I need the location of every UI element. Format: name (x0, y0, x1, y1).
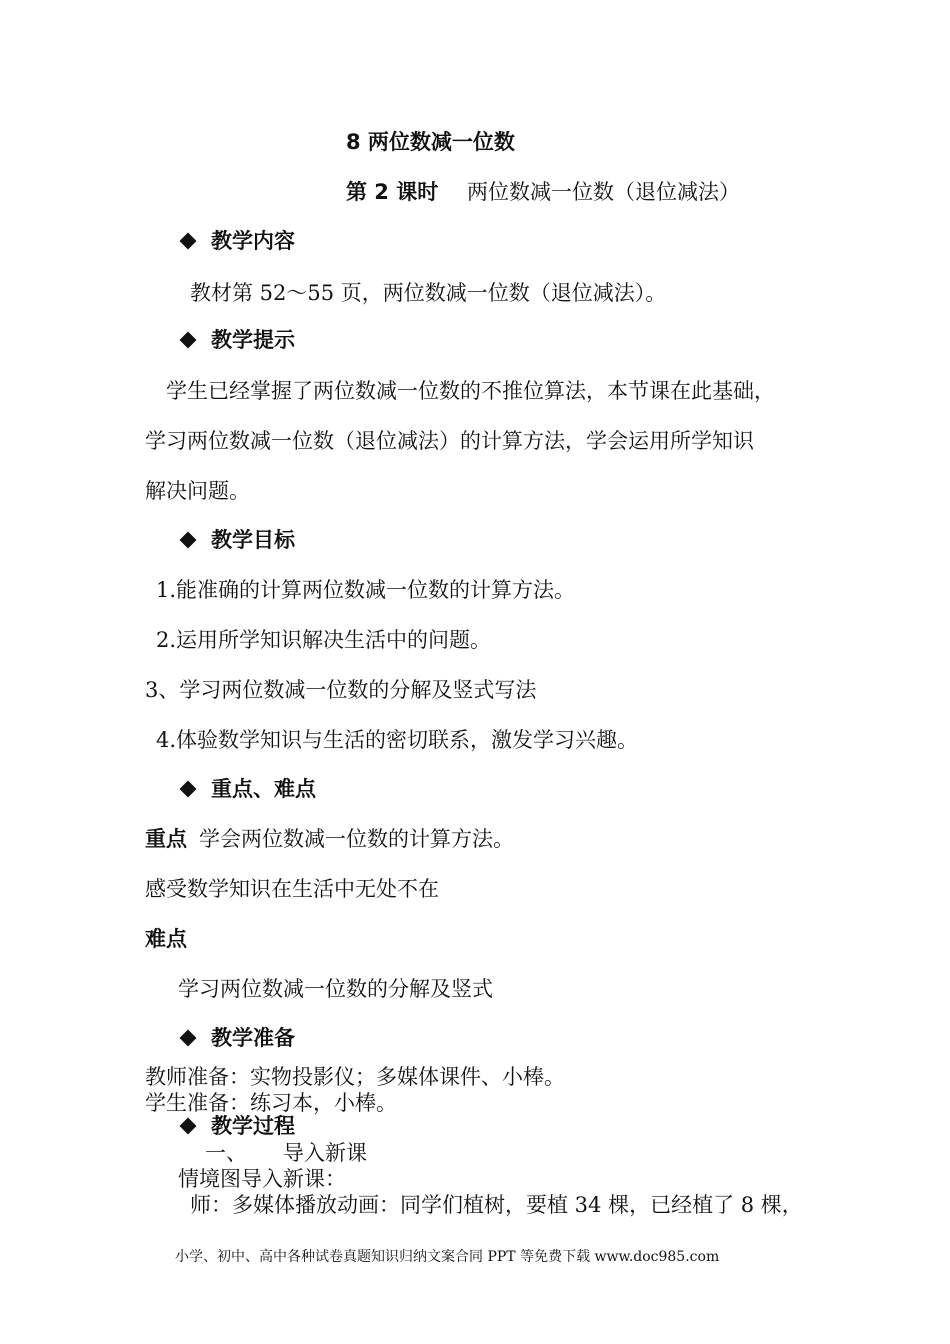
section-heading-process: 教学过程 (211, 1114, 295, 1138)
diamond-bullet-icon (180, 1118, 197, 1135)
prep-student: 学生准备：练习本，小棒。 (145, 1091, 397, 1115)
difficult-label: 难点 (145, 927, 187, 951)
lesson-label: 第 2 课时 (346, 180, 439, 204)
difficult-text: 学习两位数减一位数的分解及竖式 (178, 977, 493, 1001)
process-line: 师：多媒体播放动画：同学们植树，要植 34 棵，已经植了 8 棵， (190, 1193, 803, 1217)
diamond-bullet-icon (180, 781, 197, 798)
hint-line-1: 学生已经掌握了两位数减一位数的不推位算法，本节课在此基础， (166, 379, 775, 403)
goal-item-4: 4.体验数学知识与生活的密切联系，激发学习兴趣。 (156, 728, 639, 752)
section-heading-content: 教学内容 (211, 229, 295, 253)
section-heading-goals: 教学目标 (211, 528, 295, 552)
content-text: 教材第 52～55 页，两位数减一位数（退位减法）。 (190, 281, 667, 305)
key-label: 重点 (145, 827, 187, 851)
goal-item-3: 3、学习两位数减一位数的分解及竖式写法 (145, 678, 537, 702)
diamond-bullet-icon (180, 332, 197, 349)
section-heading-prep: 教学准备 (211, 1026, 295, 1050)
key-text: 学会两位数减一位数的计算方法。 (199, 827, 514, 851)
lesson-name: 两位数减一位数（退位减法） (467, 180, 740, 204)
goal-item-2: 2.运用所学知识解决生活中的问题。 (156, 628, 492, 652)
diamond-bullet-icon (180, 233, 197, 250)
hint-line-2: 学习两位数减一位数（退位减法）的计算方法，学会运用所学知识 (145, 429, 754, 453)
page-title: 8 两位数减一位数 (346, 130, 515, 154)
process-step-number: 一、 (205, 1141, 247, 1165)
page-footer: 小学、初中、高中各种试卷真题知识归纳文案合同 PPT 等免费下载 www.doc985.com (175, 1249, 720, 1265)
section-heading-keypoints: 重点、难点 (211, 777, 316, 801)
prep-teacher: 教师准备：实物投影仪；多媒体课件、小棒。 (145, 1065, 565, 1089)
hint-line-3: 解决问题。 (145, 479, 250, 503)
key-extra: 感受数学知识在生活中无处不在 (145, 877, 439, 901)
diamond-bullet-icon (180, 1030, 197, 1047)
process-step-title: 导入新课 (283, 1141, 367, 1165)
diamond-bullet-icon (180, 532, 197, 549)
goal-item-1: 1.能准确的计算两位数减一位数的计算方法。 (156, 578, 576, 602)
process-intro: 情境图导入新课： (178, 1167, 346, 1191)
section-heading-hint: 教学提示 (211, 328, 295, 352)
